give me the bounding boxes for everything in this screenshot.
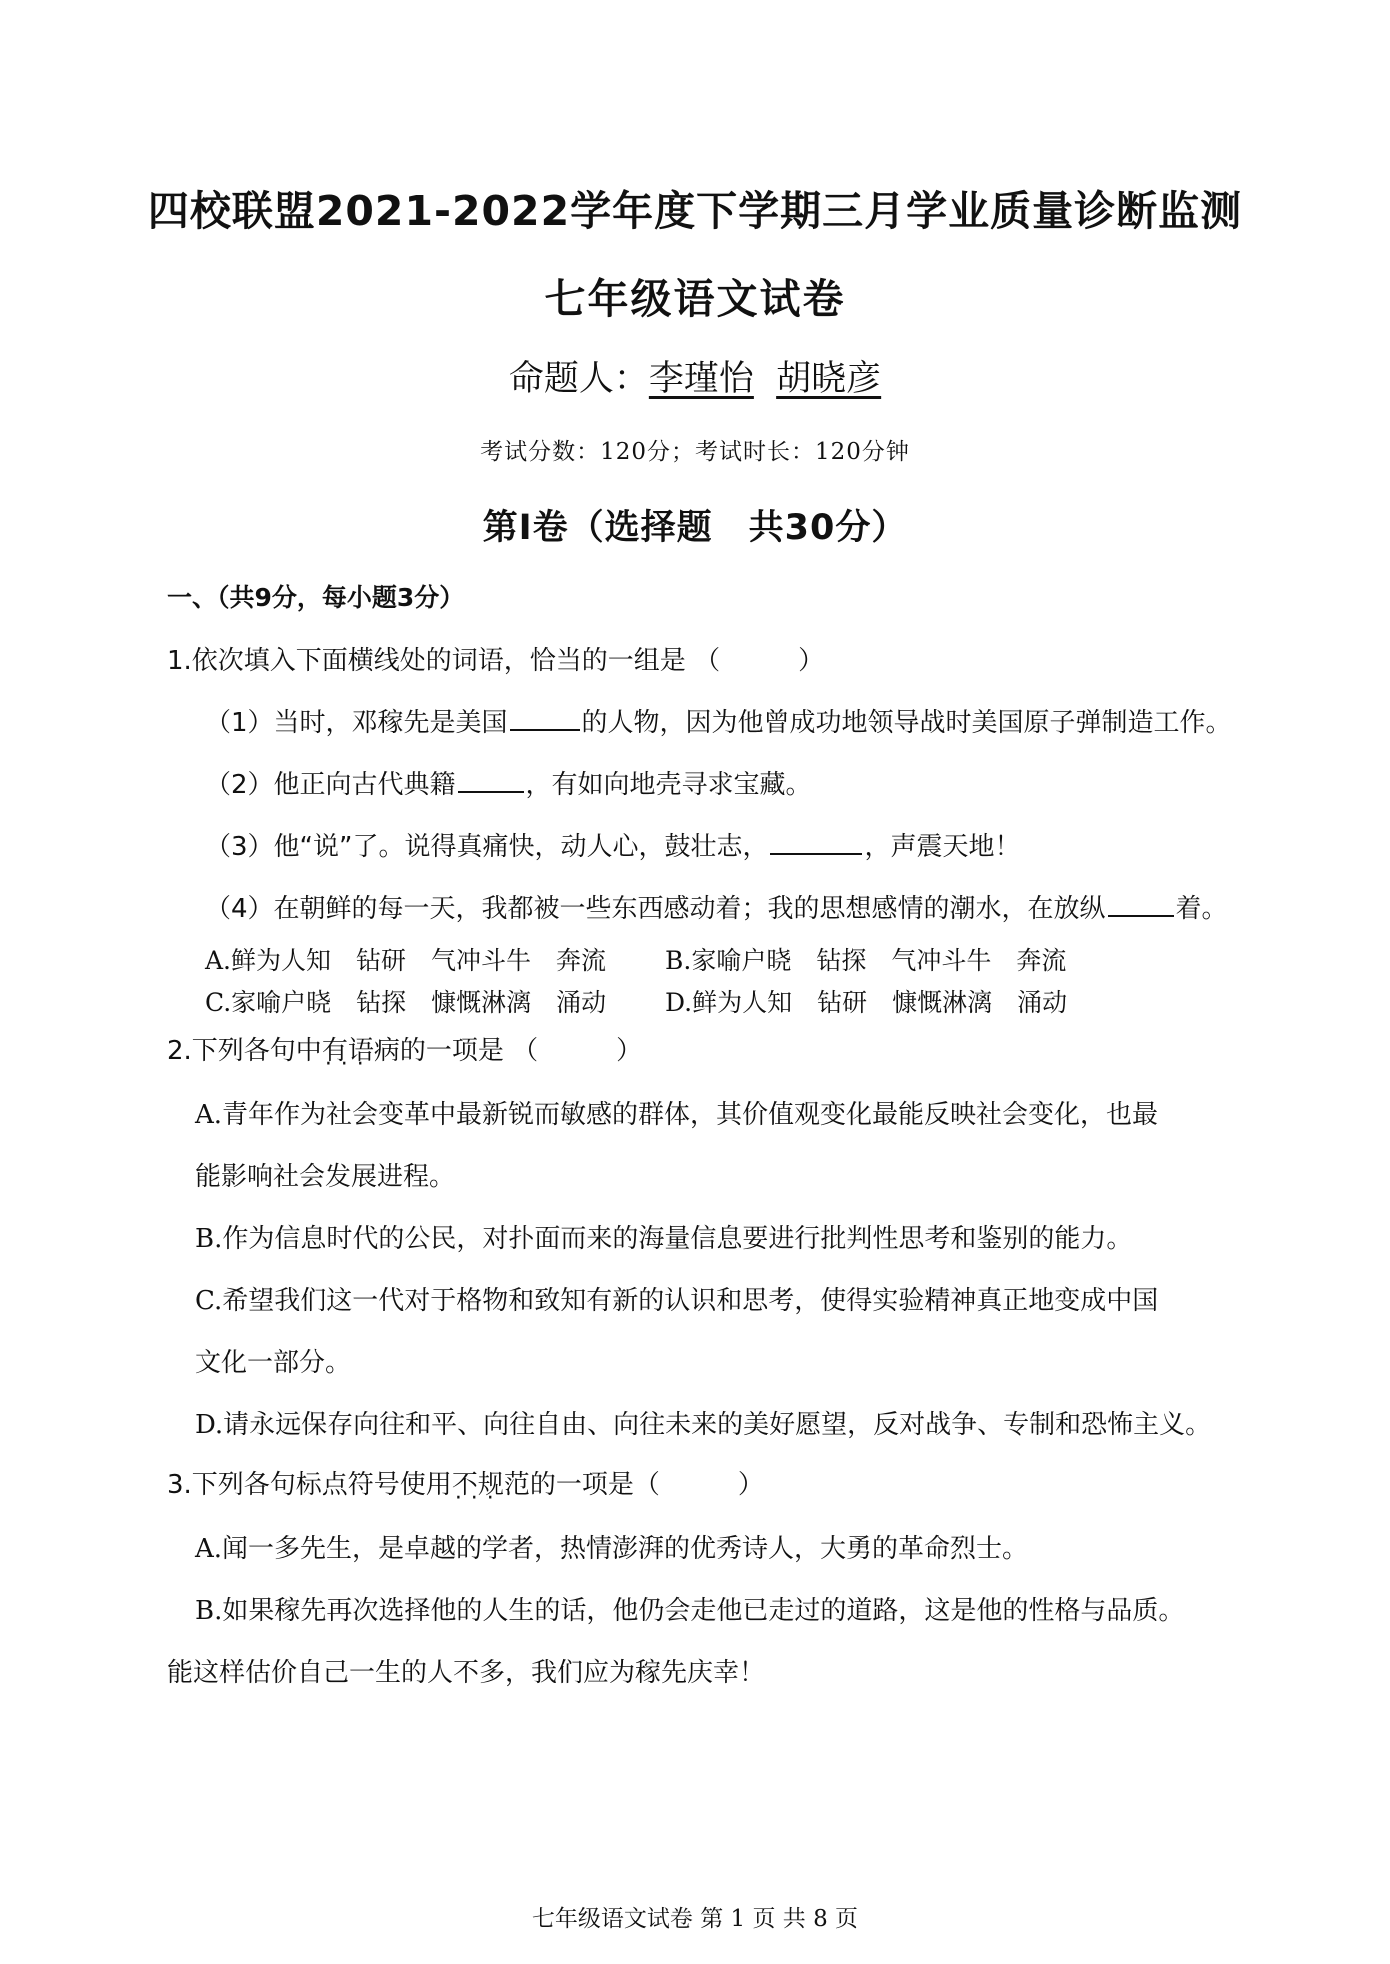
- answer-blank: [1108, 893, 1174, 917]
- q1-option-a: A.鲜为人知 钻研 气冲斗牛 奔流: [205, 946, 607, 975]
- q3-stem-text-end: 的一项是（ ）: [529, 1470, 764, 1500]
- q1-s3-text-end: ，声震天地！: [864, 832, 1021, 862]
- exam-info: 考试分数：120分；考试时长：120分钟: [480, 439, 910, 465]
- q2-stem-text-end: 的一项是 （ ）: [399, 1036, 643, 1066]
- q2-option-a-line2: 能影响社会发展进程。: [195, 1162, 456, 1192]
- q1-option-c: C.家喻户晓 钻探 慷慨淋漓 涌动: [205, 988, 607, 1017]
- q1-s2-text-end: ，有如向地壳寻求宝藏。: [525, 770, 812, 800]
- section-title: 第Ⅰ卷（选择题 共30分）: [482, 508, 908, 548]
- exam-title-line2: 七年级语文试卷: [544, 275, 846, 323]
- q1-sentence-2: [205, 764, 812, 801]
- q3-option-b-line2: 能这样估价自己一生的人不多，我们应为稼先庆幸！: [167, 1658, 766, 1688]
- exam-title-line1: 四校联盟2021-2022学年度下学期三月学业质量诊断监测: [147, 187, 1243, 235]
- q2-option-c-line1: C.希望我们这一代对于格物和致知有新的认识和思考，使得实验精神真正地变成中国: [195, 1286, 1159, 1316]
- q1-s3-text: （3）他“说”了。说得真痛快，动人心，鼓壮志，: [205, 832, 769, 862]
- q1-s1-text-end: 的人物，因为他曾成功地领导战时美国原子弹制造工作。: [581, 708, 1232, 738]
- q1-sentence-4: [205, 888, 1228, 925]
- q1-s2-text: （2）他正向古代典籍: [205, 770, 456, 800]
- q2-option-d: D.请永远保存向往和平、向往自由、向往未来的美好愿望，反对战争、专制和恐怖主义。: [195, 1410, 1212, 1440]
- author-name-2: 胡晓彦: [776, 359, 882, 399]
- q3-option-b-line1: B.如果稼先再次选择他的人生的话，他仍会走他已走过的道路，这是他的性格与品质。: [195, 1596, 1185, 1626]
- q1-option-b: B.家喻户晓 钻探 气冲斗牛 奔流: [665, 946, 1067, 975]
- q1-s4-text: （4）在朝鲜的每一天，我都被一些东西感动着；我的思想感情的潮水，在放纵: [205, 894, 1106, 924]
- authors-prefix: 命题人：: [508, 359, 649, 399]
- q3-option-a: A.闻一多先生，是卓越的学者，热情澎湃的优秀诗人，大勇的革命烈士。: [195, 1534, 1029, 1564]
- q1-options-row-1: [205, 941, 1066, 977]
- q1-option-d: D.鲜为人知 钻研 慷慨淋漓 涌动: [665, 988, 1068, 1017]
- answer-blank: [458, 769, 524, 793]
- q3-emphasis-text: 不规范 · · ·: [452, 1464, 530, 1501]
- q1-stem: 1.依次填入下面横线处的词语，恰当的一组是 （ ）: [167, 646, 825, 676]
- q1-sentence-1: [205, 702, 1232, 739]
- author-name-1: 李瑾怡: [648, 359, 754, 399]
- q2-stem: [167, 1030, 642, 1067]
- part-heading: 一、（共9分，每小题3分）: [167, 583, 465, 612]
- answer-blank: [770, 831, 862, 855]
- q2-option-a-line1: A.青年作为社会变革中最新锐而敏感的群体，其价值观变化最能反映社会变化，也最: [195, 1100, 1159, 1130]
- q3-stem: [167, 1464, 764, 1501]
- q2-option-b: B.作为信息时代的公民，对扑面而来的海量信息要进行批判性思考和鉴别的能力。: [195, 1224, 1133, 1254]
- q2-stem-text: 2.下列各句中: [167, 1036, 322, 1066]
- page-footer: 七年级语文试卷 第 1 页 共 8 页: [531, 1906, 859, 1932]
- authors-line: [0, 351, 1390, 401]
- q1-options-row-2: [205, 983, 1067, 1019]
- q2-emphasis-text: 有语病 · · ·: [322, 1030, 400, 1067]
- answer-blank: [510, 707, 580, 731]
- q2-option-c-line2: 文化一部分。: [195, 1348, 352, 1378]
- q1-s1-text: （1）当时，邓稼先是美国: [205, 708, 508, 738]
- q1-s4-text-end: 着。: [1175, 894, 1228, 924]
- q1-sentence-3: [205, 826, 1021, 863]
- q3-stem-text: 3.下列各句标点符号使用: [167, 1470, 452, 1500]
